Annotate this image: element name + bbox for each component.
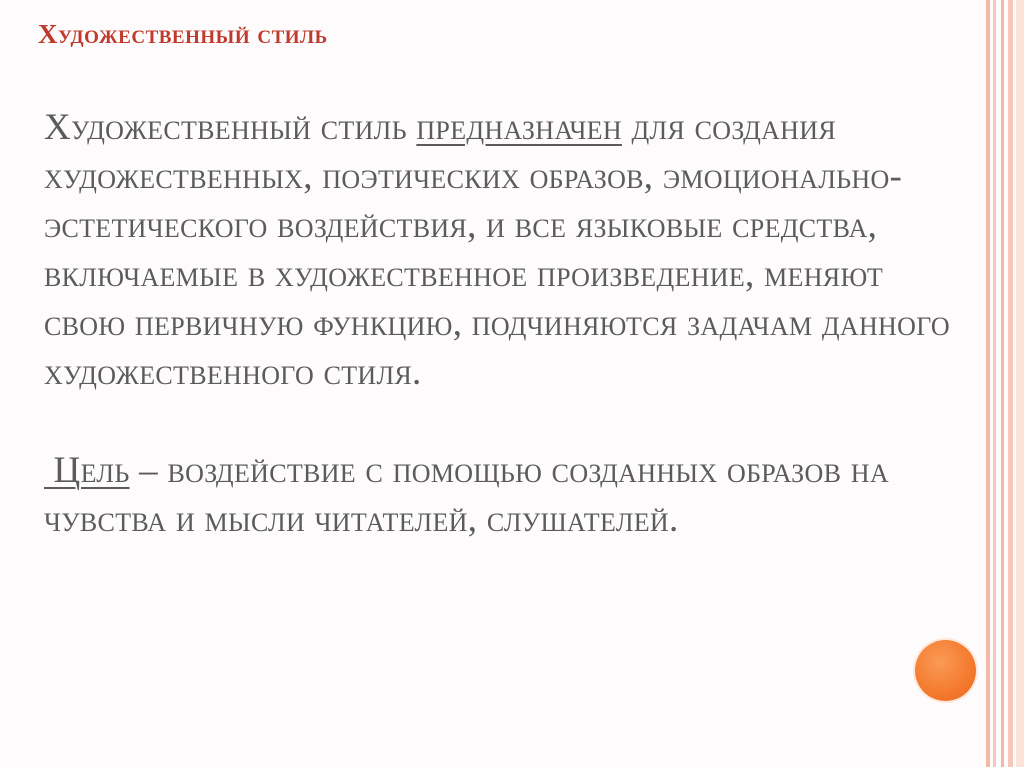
goal-keyword: Цель <box>44 450 130 491</box>
definition-paragraph <box>44 103 964 397</box>
definition-keyword: предназначен <box>416 107 622 148</box>
orange-circle-decoration <box>915 640 976 701</box>
goal-paragraph <box>44 446 964 544</box>
definition-text-start: Художественный стиль <box>44 107 417 148</box>
goal-text: – воздействие с помощью созданных образов на чувства и мысли читателей, слушателей. <box>44 450 889 540</box>
decorative-stripe <box>986 0 990 767</box>
definition-text-end: для создания художественных, поэтических образов, эмоционально-эстетического воздействия, и все языковые средства, включаемые в художественное произведение, меняют свою первичную функцию, подчиняются задачам данного художественного стиля. <box>44 107 950 393</box>
decorative-stripe <box>1008 0 1013 767</box>
decorative-stripe <box>993 0 996 767</box>
slide-body <box>44 103 964 544</box>
slide-title: Художественный стиль <box>38 19 328 49</box>
decorative-stripe <box>1016 0 1024 767</box>
decorative-stripe <box>1001 0 1004 767</box>
